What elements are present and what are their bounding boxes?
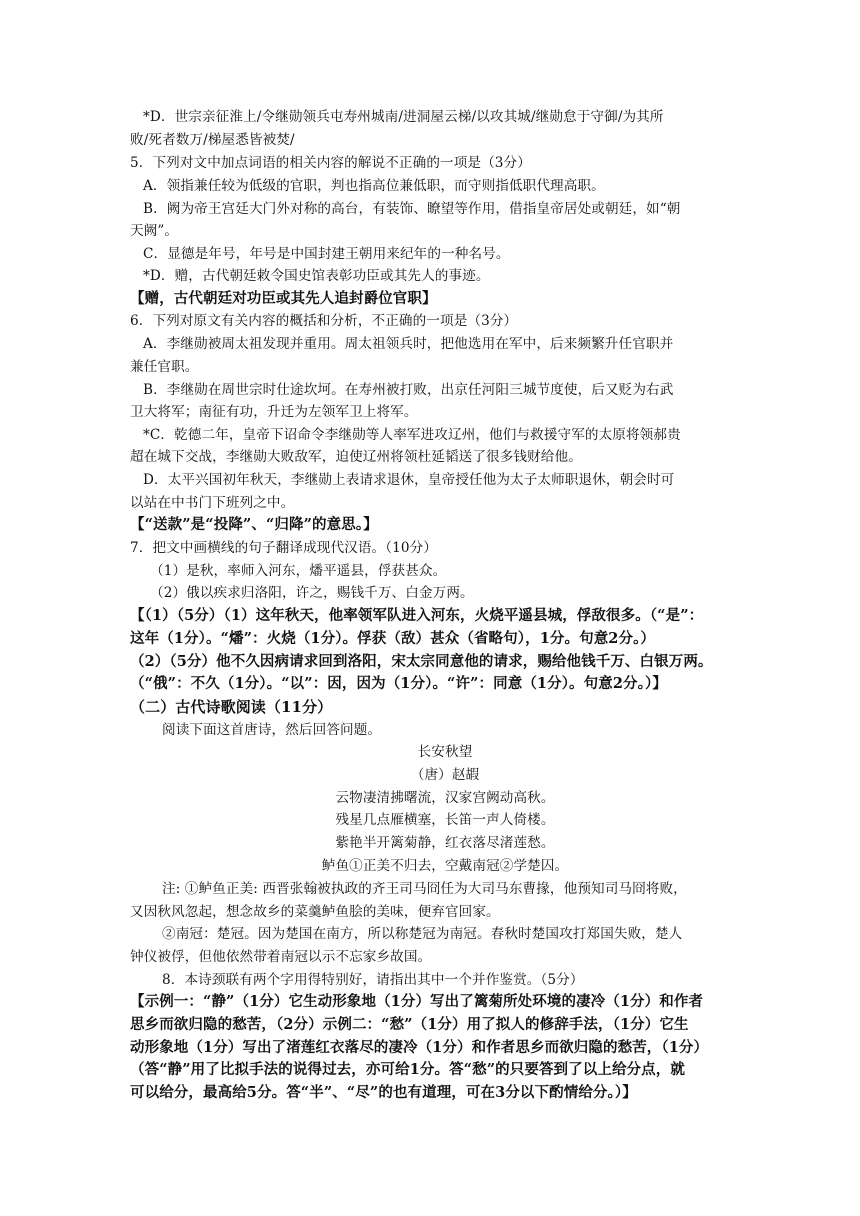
poem-line-3: 紫艳半开篱菊静，红衣落尽渚莲愁。 (335, 835, 555, 851)
option-d-q6-cont: 以站在中书门下班列之中。 (130, 495, 295, 511)
poem-title: 长安秋望 (417, 744, 473, 760)
answer-q7-line-1: 【（1）（5分）（1）这年秋天，他率领军队进入河东，火烧平遥县城，俘敌很多。（“是”： (130, 607, 704, 624)
option-d-q4-cont: 败/死者数万/梯屋悉皆被焚/ (130, 132, 295, 148)
option-c-q6-cont: 超在城下交战，李继勋大败敌军，迫使辽州将领杜延韬送了很多钱财给他。 (130, 449, 582, 465)
poetry-instruction: 阅读下面这首唐诗，然后回答问题。 (162, 722, 382, 738)
option-b-q5-cont: 天阙”。 (130, 223, 179, 239)
note-2: ②南冠：楚冠。因为楚国在南方，所以称楚冠为南冠。春秋时楚国攻打郑国失败，楚人 (162, 926, 683, 942)
option-d-q5: *D．赠，古代朝廷敕令国史馆表彰功臣或其先人的事迹。 (143, 268, 490, 284)
poem-author: （唐）赵嘏 (410, 767, 480, 783)
poem-line-2: 残星几点雁横塞，长笛一声人倚楼。 (335, 812, 555, 828)
answer-q8-line-3: 动形象地（1分）写出了渚莲红衣落尽的凄冷（1分）和作者思乡而欲归隐的愁苦，（1分） (130, 1039, 709, 1056)
question-6: 6．下列对原文有关内容的概括和分析，不正确的一项是（3分） (130, 313, 518, 329)
question-8: 8．本诗颈联有两个字用得特别好，请指出其中一个并作鉴赏。（5分） (162, 972, 584, 988)
option-d-q6: D．太平兴国初年秋天，李继勋上表请求退休，皇帝授任他为太子太师职退休，朝会时可 (143, 472, 675, 488)
poem-line-4: 鲈鱼①正美不归去，空戴南冠②学楚囚。 (321, 858, 569, 874)
answer-q8-line-2: 思乡而欲归隐的愁苦，（2分）示例二：“愁”（1分）用了拟人的修辞手法，（1分）它生 (130, 1016, 689, 1033)
poem-line-1: 云物凄清拂曙流，汉家宫阙动高秋。 (335, 790, 555, 806)
answer-q8-line-4: （答“静”用了比拟手法的说得过去，亦可给1分。答“愁”的只要答到了以上给分点，就 (130, 1061, 685, 1078)
option-a-q5: A．领指兼任较为低级的官职，判也指高位兼低职，而守则指低职代理高职。 (143, 178, 605, 194)
answer-q8-line-1: 【示例一：“静”（1分）它生动形象地（1分）写出了篱菊所处环境的凄冷（1分）和作者 (130, 993, 704, 1010)
option-a-q6: A．李继勋被周太祖发现并重用。周太祖领兵时，把他选用在军中，后来频繁升任官职并 (143, 336, 674, 352)
q7-sentence-2: （2）俄以疾求归洛阳，许之，赐钱千万、白金万两。 (150, 585, 474, 601)
section-heading-poetry: （二）古代诗歌阅读（11分） (130, 698, 333, 716)
option-b-q5: B．阙为帝王宫廷大门外对称的高台，有装饰、瞭望等作用，借指皇帝居处或朝廷，如“朝 (143, 201, 681, 217)
question-5: 5．下列对文中加点词语的相关内容的解说不正确的一项是（3分） (130, 155, 531, 171)
option-a-q6-cont: 兼任官职。 (130, 359, 199, 375)
note-1: 注: ①鲈鱼正美: 西晋张翰被执政的齐王司马冏任为大司马东曹掾，他预知司马冏将败， (162, 881, 687, 897)
note-1-cont: 又因秋风忽起，想念故乡的菜羹鲈鱼脍的美味，便弃官回家。 (130, 904, 500, 920)
option-b-q6: B．李继勋在周世宗时仕途坎坷。在寿州被打败，出京任河阳三城节度使，后又贬为右武 (143, 382, 674, 398)
option-b-q6-cont: 卫大将军；南征有功，升迁为左领军卫上将军。 (130, 404, 418, 420)
note-2-cont: 钟仪被俘，但他依然带着南冠以示不忘家乡故国。 (130, 949, 432, 965)
option-c-q5: C．显德是年号，年号是中国封建王朝用来纪年的一种名号。 (143, 246, 510, 262)
option-c-q6: *C．乾德二年，皇帝下诏命令李继勋等人率军进攻辽州，他们与救援守军的太原将领郝贵 (143, 427, 681, 443)
q7-sentence-1: （1）是秋，率师入河东，燔平遥县，俘获甚众。 (150, 563, 447, 579)
answer-q6: 【“送款”是“投降”、“归降”的意思。】 (130, 516, 378, 533)
answer-q8-line-5: 可以给分，最高给5分。答“半”、“尽”的也有道理，可在3分以下酌情给分。）】 (130, 1084, 637, 1101)
answer-q7-line-4: （“俄”：不久（1分）。“以”：因，因为（1分）。“许”：同意（1分）。句意2分。）】 (130, 675, 667, 692)
option-d-q4: *D．世宗亲征淮上/令继勋领兵屯寿州城南/进洞屋云梯/以攻其城/继勋怠于守御/为其所 (143, 109, 664, 125)
answer-q5: 【赠，古代朝廷对功臣或其先人追封爵位官职】 (130, 290, 437, 307)
answer-q7-line-2: 这年（1分）。“燔”：火烧（1分）。俘获（敌）甚众（省略句），1分。句意2分。） (130, 630, 656, 647)
question-7: 7．把文中画横线的句子翻译成现代汉语。（10分） (130, 540, 438, 556)
answer-q7-line-3: （2）（5分）他不久因病请求回到洛阳，宋太宗同意他的请求，赐给他钱千万、白银万两。 (130, 653, 713, 670)
